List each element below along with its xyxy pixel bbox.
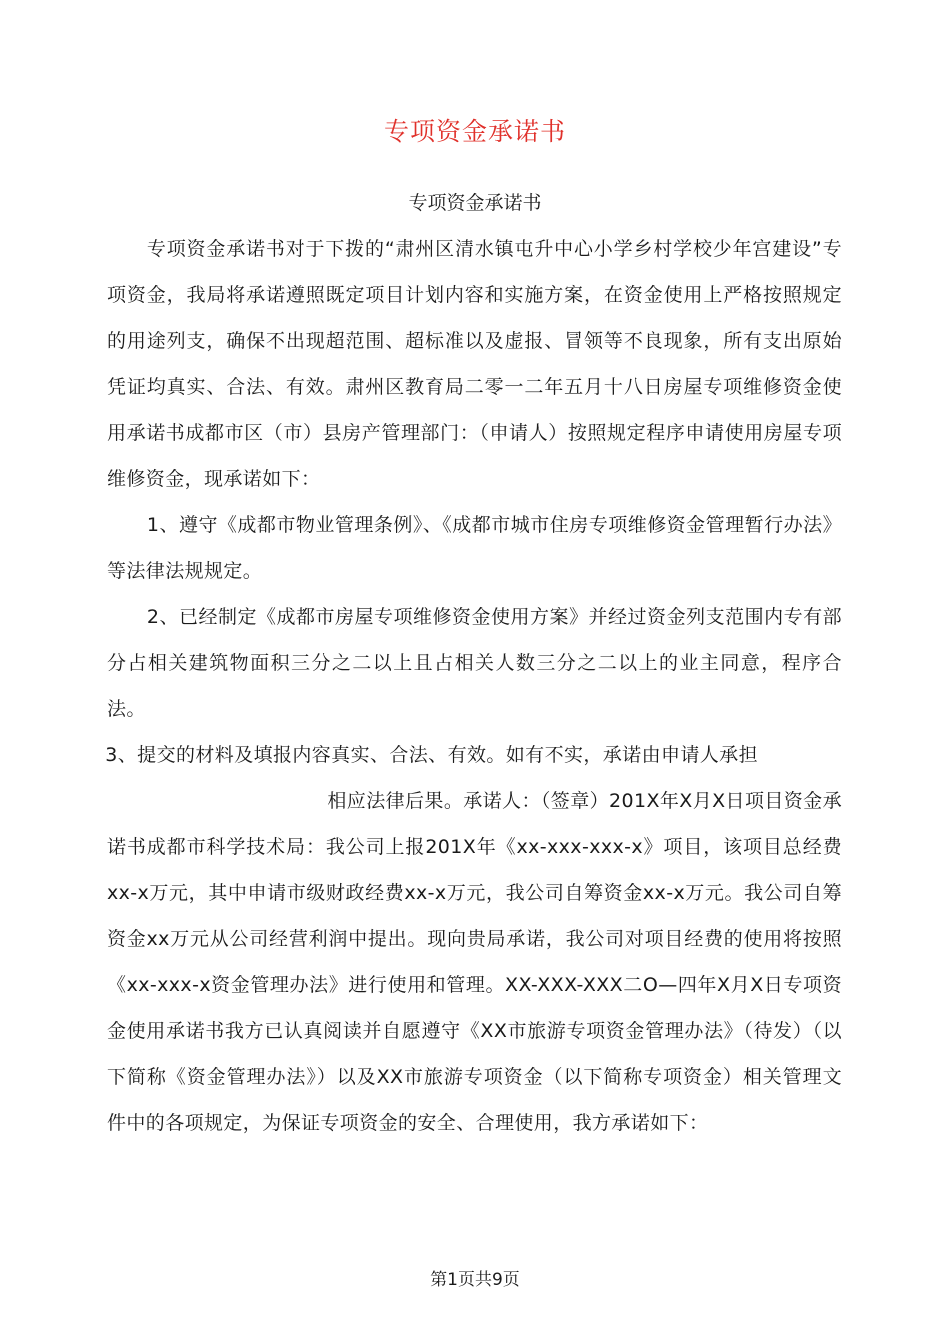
paragraph-continuation: 相应法律后果。承诺人：（签章）201X年X月X日项目资金承诺书成都市科学技术局：我公司上报201X年《xx-xxx-xxx-x》项目，该项目总经费xx-x万元，其中申请市级财政经费xx-x万元，我公司自筹资金xx-x万元。我公司自筹资金xx万元从公司经营利润中提出。现向贵局承诺，我公司对项目经费的使用将按照《xx-xxx-x资金管理办法》进行使用和管理。XX-XXX-XXX二O—四年X月X日专项资金使用承诺书我方已认真阅读并自愿遵守《XX市旅游专项资金管理办法》（待发）（以下简称《资金管理办法》）以及XX市旅游专项资金（以下简称专项资金）相关管理文件中的各项规定，为保证专项资金的安全、合理使用，我方承诺如下： [107,790,842,1134]
paragraph-intro: 专项资金承诺书对于下拨的“肃州区清水镇屯升中心小学乡村学校少年宫建设”专项资金，我局将承诺遵照既定项目计划内容和实施方案，在资金使用上严格按照规定的用途列支，确保不出现超范围、超标准以及虚报、冒领等不良现象，所有支出原始凭证均真实、合法、有效。肃州区教育局二零一二年五月十八日房屋专项维修资金使用承诺书成都市区（市）县房产管理部门：（申请人）按照规定程序申请使用房屋专项维修资金，现承诺如下： [107,238,842,490]
paragraph-item-1: 1、遵守《成都市物业管理条例》、《成都市城市住房专项维修资金管理暂行办法》等法律法规规定。 [107,514,842,582]
page-number-footer: 第1页共9页 [430,1270,520,1290]
document-subtitle: 专项资金承诺书 [408,192,542,214]
paragraph-item-3: 3、提交的材料及填报内容真实、合法、有效。如有不实，承诺由申请人承担 [105,744,758,766]
paragraph-item-2: 2、已经制定《成都市房屋专项维修资金使用方案》并经过资金列支范围内专有部分占相关建筑物面积三分之二以上且占相关人数三分之二以上的业主同意，程序合法。 [107,606,842,720]
document-title: 专项资金承诺书 [383,117,566,146]
document-body [107,226,842,1146]
